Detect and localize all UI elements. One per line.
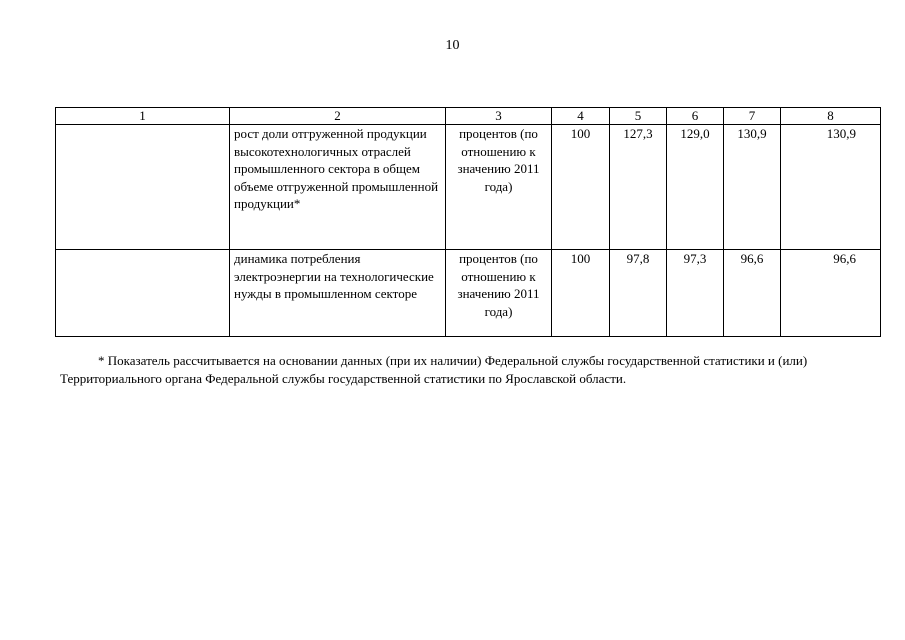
unit-of-measure: процентов (по отношению к значению 2011 года) bbox=[446, 125, 552, 250]
indicator-name: динамика потребления электроэнергии на технологические нужды в промышленном секторе bbox=[230, 250, 446, 337]
table-row bbox=[56, 250, 881, 337]
page-number: 10 bbox=[445, 38, 460, 53]
column-number-1: 1 bbox=[56, 108, 230, 125]
column-number-4: 4 bbox=[552, 108, 610, 125]
value-col-8: 130,9 bbox=[781, 125, 881, 250]
value-col-6: 97,3 bbox=[667, 250, 724, 337]
indicator-name: рост доли отгруженной продукции высокотехнологичных отраслей промышленного сектора в общем объеме отгруженной промышленной продукции* bbox=[230, 125, 446, 250]
table-row bbox=[56, 125, 881, 250]
value-col-8: 96,6 bbox=[781, 250, 881, 337]
value-base: 100 bbox=[552, 250, 610, 337]
indicators-table bbox=[55, 107, 881, 337]
row-empty-cell bbox=[56, 125, 230, 250]
unit-of-measure: процентов (по отношению к значению 2011 года) bbox=[446, 250, 552, 337]
value-col-7: 130,9 bbox=[724, 125, 781, 250]
value-col-5: 97,8 bbox=[610, 250, 667, 337]
column-number-8: 8 bbox=[781, 108, 881, 125]
column-number-5: 5 bbox=[610, 108, 667, 125]
value-col-6: 129,0 bbox=[667, 125, 724, 250]
column-number-2: 2 bbox=[230, 108, 446, 125]
footnote: * Показатель рассчитывается на основании данных (при их наличии) Федеральной службы государственной статистики и (или) Территориального органа Федеральной службы государственной статистики по Ярославской области. bbox=[60, 353, 808, 386]
value-base: 100 bbox=[552, 125, 610, 250]
value-col-5: 127,3 bbox=[610, 125, 667, 250]
value-col-7: 96,6 bbox=[724, 250, 781, 337]
table-header-row bbox=[56, 108, 881, 125]
row-empty-cell bbox=[56, 250, 230, 337]
column-number-3: 3 bbox=[446, 108, 552, 125]
column-number-6: 6 bbox=[667, 108, 724, 125]
column-number-7: 7 bbox=[724, 108, 781, 125]
